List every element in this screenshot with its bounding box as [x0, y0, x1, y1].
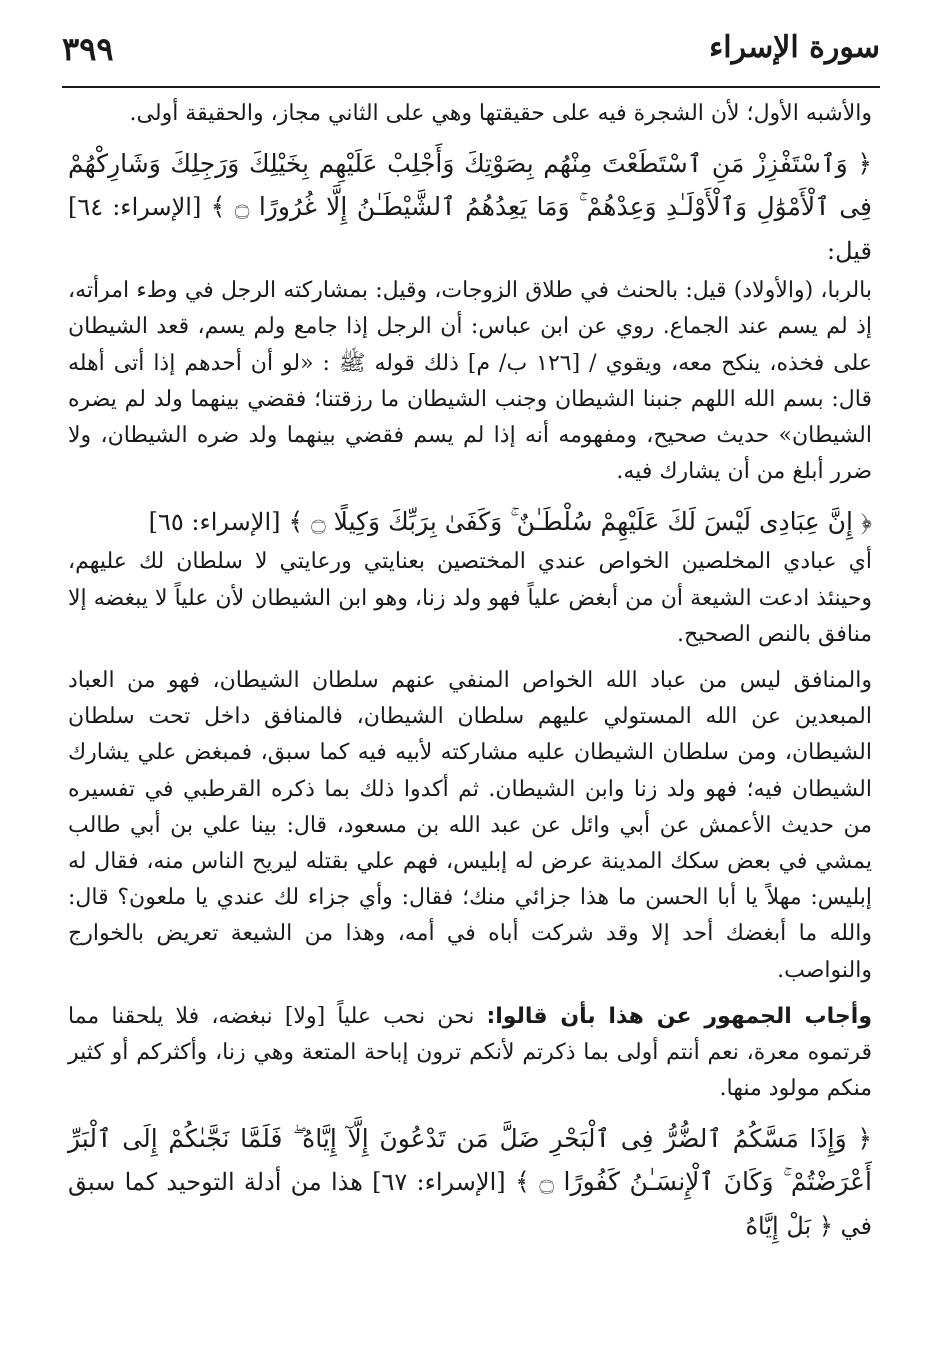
ayah-67-text: ﴿ وَإِذَا مَسَّكُمُ ٱلضُّرُّ فِى ٱلْبَحْرِ ضَلَّ مَن تَدْعُونَ إِلَّآ إِيَّاهُ ۖ فَلَمَّا نَجَّىٰكُمْ إِلَى ٱلْبَرِّ أَعْرَضْتُمْ ۚ وَكَانَ ٱلْإِنسَـٰنُ كَفُورًا ۝ ﴾: [68, 1124, 872, 1197]
ayah-67-commentary: [الإسراء: ٦٧] هذا من أدلة التوحيد كما سبق في ﴿ بَلْ إِيَّاهُ: [68, 1168, 872, 1241]
ayah-65-paragraph: [68, 500, 872, 544]
ayah-65-text: ﴿ إِنَّ عِبَادِى لَيْسَ لَكَ عَلَيْهِمْ سُلْطَـٰنٌ ۚ وَكَفَىٰ بِرَبِّكَ وَكِيلًا ۝ ﴾: [288, 507, 872, 537]
page-header: [62, 24, 880, 72]
ayah-64-reference: [الإسراء: ٦٤] قيل:: [68, 193, 872, 266]
page-body: [68, 96, 872, 1248]
surah-title: سورة الإسراء: [709, 30, 880, 65]
header-rule: [62, 86, 880, 88]
paragraph-7: [68, 999, 872, 1108]
paragraph-7-lead: وأجاب الجمهور عن هذا بأن قالوا:: [486, 1003, 872, 1029]
paragraph-5: أي عبادي المخلصين الخواص عندي المختصين بعنايتي ورعايتي لا سلطان لك عليهم، وحينئذ ادعت الشيعة أن من أبغض علياً فهو ولد زنا، وهو ابن الشيطان لأن علياً لا يبغضه إلا منافق بالنص الصحيح.: [68, 549, 872, 647]
paragraph-1: والأشبه الأول؛ لأن الشجرة فيه على حقيقتها وهي على الثاني مجاز، والحقيقة أولى.: [129, 101, 872, 126]
page-number: ٣٩٩: [62, 30, 114, 68]
ayah-65-reference: [الإسراء: ٦٥]: [148, 508, 281, 537]
ayah-64-text: ﴿ وَٱسْتَفْزِزْ مَنِ ٱسْتَطَعْتَ مِنْهُم بِصَوْتِكَ وَأَجْلِبْ عَلَيْهِم بِخَيْلِكَ وَرَجِلِكَ وَشَارِكْهُمْ فِى ٱلْأَمْوَٰلِ وَٱلْأَوْلَـٰدِ وَعِدْهُمْ ۚ وَمَا يَعِدُهُمُ ٱلشَّيْطَـٰنُ إِلَّا غُرُورًا ۝ ﴾: [68, 149, 872, 222]
ayah-64-paragraph: [68, 142, 872, 273]
paragraph-6: والمنافق ليس من عباد الله الخواص المنفي عنهم سلطان الشيطان، فهو من العباد المبعدين عن الله المستولي عليهم سلطان الشيطان، فالمنافق داخل تحت سلطان الشيطان، ومن سلطان الشيطان عليه مشاركته لأبيه فيه كما سبق، فمبغض علي يشارك الشيطان فيه؛ فهو ولد زنا وابن الشيطان. ثم أكدوا ذلك بما ذكره القرطبي في تفسيره من حديث الأعمش عن أبي وائل عن عبد الله بن مسعود، قال: بينا علي بن أبي طالب يمشي في بعض سكك المدينة عرض له إبليس، فهم علي بقتله ليريح الناس منه، فقال له إبليس: مهلاً يا أبا الحسن ما هذا جزائي منك؛ فقال: وأي جزاء لك عندي يا ملعون؟ قال: والله ما أبغضك أحد إلا وقد شركت أباه في أمه، وهذا من الشيعة تعريض بالخوارج والنواصب.: [68, 668, 872, 983]
ayah-67-paragraph: [68, 1117, 872, 1248]
paragraph-3: بالربا، (والأولاد) قيل: بالحنث في طلاق الزوجات، وقيل: بمشاركته الرجل في وطء امرأته، إذ لم يسم عند الجماع. روي عن ابن عباس: أن الرجل إذا جامع ولم يسم، قعد الشيطان على فخذه، ينكح معه، ويقوي / [١٢٦ ب/ م] ذلك قوله ﷺ : «لو أن أحدهم إذا أتى أهله قال: بسم الله اللهم جنبنا الشيطان وجنب الشيطان ما رزقتنا؛ فقضي بينهما ولد لم يضره الشيطان» حديث صحيح، ومفهومه أنه إذا لم يسم فقضي بينهما ولد ضره الشيطان، ولا ضرر أبلغ من أن يشارك فيه.: [68, 278, 872, 485]
paragraph-7-text: نحن نحب علياً [ولا] نبغضه، فلا يلحقنا مما قرتموه معرة، نعم أنتم أولى بما ذكرتم لأنكم ترون إباحة المتعة وهي زنا، وأكثركم أو كثير منكم مولود منها.: [68, 1003, 872, 1102]
